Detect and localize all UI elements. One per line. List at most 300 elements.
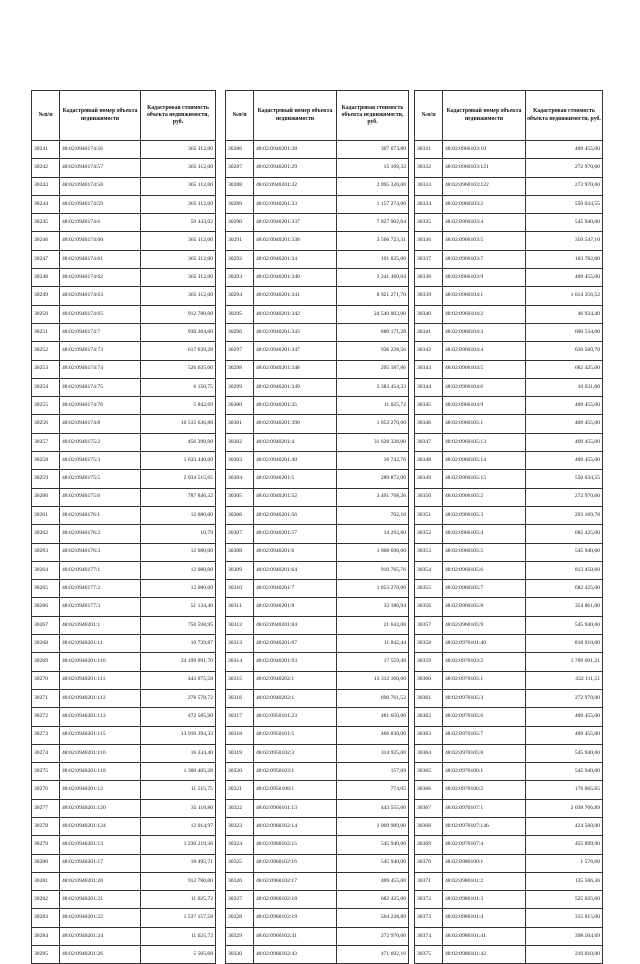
cadastral-number: 48:02:0940202:1 (254, 671, 337, 689)
table-row (226, 360, 409, 378)
cadastral-value: 278 578,72 (141, 689, 216, 707)
row-number: 30358 (415, 635, 443, 653)
table-row (415, 817, 603, 835)
cadastral-value: 525 025,00 (526, 891, 603, 909)
cadastral-value: 272 970,00 (526, 488, 603, 506)
cadastral-number: 48:02:0940201:87 (254, 635, 337, 653)
row-number: 30259 (32, 470, 60, 488)
cadastral-number: 48:02:0940201:340 (254, 269, 337, 287)
row-number: 30302 (226, 433, 254, 451)
table-row (415, 470, 603, 488)
table-row (415, 763, 603, 781)
table-row (32, 305, 216, 323)
row-number: 30335 (415, 214, 443, 232)
row-number: 30312 (226, 616, 254, 634)
cadastral-number: 48:02:0960104:3 (443, 323, 526, 341)
row-number: 30355 (415, 580, 443, 598)
cadastral-number: 48:02:0980101:42 (443, 946, 526, 964)
row-number: 30310 (226, 580, 254, 598)
cadastral-number: 48:02:0960105:3 (443, 506, 526, 524)
cadastral-number: 48:02:0940174:73 (60, 342, 141, 360)
col-header-cadastral-value: Кадастровая стоимость объекта недвижимости, руб. (526, 91, 603, 141)
cadastral-number: 48:02:0940174:59 (60, 195, 141, 213)
table-row (226, 232, 409, 250)
table-row (226, 323, 409, 341)
row-number: 30369 (415, 836, 443, 854)
table-row (32, 744, 216, 762)
cadastral-value: 51 134,40 (141, 598, 216, 616)
cadastral-number: 48:02:0950102:3 (254, 744, 337, 762)
row-number: 30258 (32, 452, 60, 470)
row-number: 30281 (32, 872, 60, 890)
cadastral-number: 48:02:0940201:32 (254, 177, 337, 195)
table-row (226, 214, 409, 232)
row-number: 30245 (32, 214, 60, 232)
cadastral-number: 48:02:0960102:15 (254, 836, 337, 854)
table-row (415, 616, 603, 634)
cadastral-value: 307 673,80 (337, 141, 409, 159)
cadastral-number: 48:02:0940175:3 (60, 452, 141, 470)
cadastral-number: 48:02:0960103:4 (443, 214, 526, 232)
col-header-cadastral-value: Кадастровая стоимость объекта недвижимости, руб. (141, 91, 216, 141)
cadastral-value: 682 425,00 (526, 525, 603, 543)
cadastral-value: 350 547,10 (526, 232, 603, 250)
cadastral-number: 48:02:0940174:75 (60, 378, 141, 396)
table-row (226, 909, 409, 927)
table-row (32, 927, 216, 945)
cadastral-number: 48:02:0940177:3 (60, 598, 141, 616)
table-row (226, 470, 409, 488)
table-row (226, 195, 409, 213)
cadastral-value: 545 940,00 (526, 543, 603, 561)
cadastral-number: 48:02:0940201:347 (254, 342, 337, 360)
table-row (415, 708, 603, 726)
cadastral-value: 272 970,00 (337, 927, 409, 945)
cadastral-number: 48:02:0940201:93 (254, 653, 337, 671)
row-number: 30286 (226, 141, 254, 159)
row-number: 30326 (226, 872, 254, 890)
row-number: 30267 (32, 616, 60, 634)
cadastral-number: 48:02:0950108:1 (254, 781, 337, 799)
cadastral-value: 289 872,00 (337, 470, 409, 488)
cadastral-number: 48:02:0970105:1 (443, 671, 526, 689)
table-row (32, 214, 216, 232)
row-number: 30362 (415, 708, 443, 726)
row-number: 30255 (32, 397, 60, 415)
row-number: 30285 (32, 946, 60, 964)
row-number: 30249 (32, 287, 60, 305)
cadastral-number: 48:02:0960104:4 (443, 342, 526, 360)
table-row (226, 378, 409, 396)
table-row (415, 305, 603, 323)
cadastral-number: 48:02:0940201:84 (254, 616, 337, 634)
cadastral-value: 10 031,00 (526, 378, 603, 396)
cadastral-number: 48:02:0960105:15 (443, 470, 526, 488)
cadastral-number: 48:02:0960103:10 (443, 141, 526, 159)
table-row (32, 232, 216, 250)
table-row (415, 269, 603, 287)
row-number: 30316 (226, 689, 254, 707)
table-row (226, 708, 409, 726)
cadastral-number: 48:02:0960103:121 (443, 159, 526, 177)
cadastral-value: 526 635,00 (141, 360, 216, 378)
cadastral-value: 365 112,00 (141, 287, 216, 305)
cadastral-number: 48:02:0960102:18 (254, 891, 337, 909)
cadastral-number: 48:02:0940201:112 (60, 689, 141, 707)
row-number: 30248 (32, 269, 60, 287)
table-row (32, 781, 216, 799)
cadastral-value: 1 576,60 (526, 854, 603, 872)
cadastral-number: 48:02:0940201:348 (254, 360, 337, 378)
row-number: 30311 (226, 598, 254, 616)
cadastral-number: 48:02:0950103:1 (254, 763, 337, 781)
table-row (415, 781, 603, 799)
row-number: 30352 (415, 525, 443, 543)
cadastral-value: 545 940,00 (526, 763, 603, 781)
table-row (32, 836, 216, 854)
row-number: 30372 (415, 891, 443, 909)
table-row (226, 287, 409, 305)
table-row (415, 635, 603, 653)
cadastral-value: 2 095 320,00 (337, 177, 409, 195)
cadastral-number: 48:02:0940201:34 (254, 250, 337, 268)
cadastral-value: 472 585,90 (141, 708, 216, 726)
cadastral-value: 59 443,02 (141, 214, 216, 232)
cadastral-number: 48:02:0940175:5 (60, 470, 141, 488)
table-row (226, 763, 409, 781)
cadastral-value: 545 940,00 (526, 744, 603, 762)
table-row (32, 689, 216, 707)
row-number: 30282 (32, 891, 60, 909)
table-row (415, 195, 603, 213)
cadastral-value: 14 292,60 (337, 525, 409, 543)
cadastral-value: 365 112,00 (141, 195, 216, 213)
table-row (226, 250, 409, 268)
cadastral-value: 32 180,94 (337, 598, 409, 616)
cadastral-number: 48:02:0940201:64 (254, 561, 337, 579)
cadastral-number: 48:02:0940201:113 (60, 708, 141, 726)
row-number: 30268 (32, 635, 60, 653)
table-row (32, 854, 216, 872)
cadastral-value: 3 566 723,31 (337, 232, 409, 250)
cadastral-value: 365 112,00 (141, 159, 216, 177)
row-number: 30329 (226, 927, 254, 945)
cadastral-number: 48:02:0960104:9 (443, 397, 526, 415)
cadastral-value: 272 970,00 (526, 689, 603, 707)
row-number: 30301 (226, 415, 254, 433)
cadastral-number: 48:02:0970105:8 (443, 744, 526, 762)
row-number: 30297 (226, 342, 254, 360)
cadastral-number: 48:02:0960105:1 (443, 415, 526, 433)
table-row (32, 195, 216, 213)
cadastral-number: 48:02:0940201:57 (254, 525, 337, 543)
cadastral-value: 432 111,51 (526, 671, 603, 689)
table-row (32, 177, 216, 195)
row-number: 30288 (226, 177, 254, 195)
cadastral-number: 48:02:0940174:7 (60, 323, 141, 341)
cadastral-number: 48:02:0970107:146 (443, 817, 526, 835)
row-number: 30331 (415, 141, 443, 159)
cadastral-number: 48:02:0940175:2 (60, 433, 141, 451)
table-row (32, 653, 216, 671)
cadastral-value: 157,69 (337, 763, 409, 781)
row-number: 30295 (226, 305, 254, 323)
cadastral-number: 48:02:0950101:23 (254, 708, 337, 726)
row-number: 30345 (415, 397, 443, 415)
table-row (415, 671, 603, 689)
row-number: 30260 (32, 488, 60, 506)
cadastral-number: 48:02:0960103:9 (443, 269, 526, 287)
cadastral-value: 682 425,00 (337, 891, 409, 909)
cadastral-number: 48:02:0970101:40 (443, 635, 526, 653)
cadastral-number: 48:02:0940201:35 (254, 397, 337, 415)
cadastral-number: 48:02:0960105:13 (443, 433, 526, 451)
cadastral-value: 690 761,52 (337, 689, 409, 707)
cadastral-value: 409 455,00 (526, 269, 603, 287)
row-number: 30347 (415, 433, 443, 451)
cadastral-number: 48:02:0960105:5 (443, 543, 526, 561)
table-row (32, 598, 216, 616)
table-row (32, 817, 216, 835)
row-number: 30276 (32, 781, 60, 799)
cadastral-value: 16 334,40 (141, 744, 216, 762)
cadastral-value: 5 505,68 (141, 946, 216, 964)
row-number: 30342 (415, 342, 443, 360)
cadastral-value: 471 692,16 (337, 946, 409, 964)
cadastral-number: 48:02:0970105:7 (443, 726, 526, 744)
row-number: 30287 (226, 159, 254, 177)
table-row (32, 342, 216, 360)
cadastral-value: 545 940,00 (337, 836, 409, 854)
row-number: 30298 (226, 360, 254, 378)
cadastral-value: 936 228,56 (337, 342, 409, 360)
cadastre-table-2 (225, 90, 409, 964)
table-row (226, 671, 409, 689)
cadastral-number: 48:02:0940177:2 (60, 580, 141, 598)
table-row (226, 561, 409, 579)
table-row (415, 214, 603, 232)
row-number: 30318 (226, 726, 254, 744)
cadastral-number: 48:02:0970106:2 (443, 781, 526, 799)
cadastral-value: 24 540 003,00 (337, 305, 409, 323)
cadastral-number: 48:02:0940174:65 (60, 305, 141, 323)
table-row (415, 506, 603, 524)
cadastral-value: 550 034,55 (526, 195, 603, 213)
table-row (32, 323, 216, 341)
row-number: 30322 (226, 799, 254, 817)
cadastral-number: 48:02:0980101:3 (443, 891, 526, 909)
cadastral-value: 443 075,58 (141, 671, 216, 689)
table-row (415, 598, 603, 616)
cadastral-number: 48:02:0940174:76 (60, 397, 141, 415)
cadastral-value: 912 780,00 (141, 305, 216, 323)
cadastral-value: 630 560,70 (526, 342, 603, 360)
table-row (226, 488, 409, 506)
cadastral-value: 6 150,75 (141, 378, 216, 396)
cadastral-number: 48:02:0960103:2 (443, 195, 526, 213)
row-number: 30373 (415, 909, 443, 927)
cadastral-value: 1 230 219,36 (141, 836, 216, 854)
table-row (32, 415, 216, 433)
table-row (226, 506, 409, 524)
table-row (32, 708, 216, 726)
cadastral-number: 48:02:0940201:33 (254, 195, 337, 213)
cadastral-number: 48:02:0940201:120 (60, 799, 141, 817)
row-number: 30350 (415, 488, 443, 506)
cadastral-value: 272 970,00 (526, 159, 603, 177)
row-number: 30247 (32, 250, 60, 268)
row-number: 30263 (32, 543, 60, 561)
cadastral-number: 48:02:0980101:4 (443, 909, 526, 927)
cadastral-value: 10 739,87 (141, 635, 216, 653)
cadastral-number: 48:02:0980101:41 (443, 927, 526, 945)
cadastral-number: 48:02:0940174:61 (60, 250, 141, 268)
row-number: 30261 (32, 506, 60, 524)
cadastral-number: 48:02:0940174:62 (60, 269, 141, 287)
cadastral-number: 48:02:0940174:74 (60, 360, 141, 378)
table-row (226, 726, 409, 744)
row-number: 30336 (415, 232, 443, 250)
cadastral-number: 48:02:0940201:118 (60, 763, 141, 781)
row-number: 30344 (415, 378, 443, 396)
cadastral-value: 135 586,36 (526, 872, 603, 890)
cadastral-number: 48:02:0960102:16 (254, 854, 337, 872)
cadastral-number: 48:02:0940201:29 (254, 159, 337, 177)
row-number: 30334 (415, 195, 443, 213)
table-row (415, 342, 603, 360)
table-row (226, 817, 409, 835)
row-number: 30277 (32, 799, 60, 817)
table-row (32, 616, 216, 634)
cadastral-value: 409 455,00 (526, 452, 603, 470)
row-number: 30349 (415, 470, 443, 488)
row-number: 30274 (32, 744, 60, 762)
table-row (415, 744, 603, 762)
cadastral-number: 48:02:0940201:21 (60, 891, 141, 909)
row-number: 30296 (226, 323, 254, 341)
table-row (226, 781, 409, 799)
row-number: 30348 (415, 452, 443, 470)
cadastral-number: 48:02:0940201:8 (254, 598, 337, 616)
table-row (32, 872, 216, 890)
cadastral-number: 48:02:0960105:7 (443, 580, 526, 598)
cadastral-number: 48:02:0940201:124 (60, 817, 141, 835)
table-row (415, 799, 603, 817)
cadastral-number: 48:02:0940201:17 (60, 854, 141, 872)
row-number: 30299 (226, 378, 254, 396)
row-number: 30359 (415, 653, 443, 671)
cadastral-number: 48:02:0960105:2 (443, 488, 526, 506)
cadastral-value: 3 491 768,26 (337, 488, 409, 506)
cadastral-value: 176 065,65 (526, 781, 603, 799)
cadastral-number: 48:02:0940201:116 (60, 744, 141, 762)
table-row (226, 854, 409, 872)
table-row (226, 543, 409, 561)
cadastral-value: 1 157 274,00 (337, 195, 409, 213)
cadastral-number: 48:02:0960104:2 (443, 305, 526, 323)
row-number: 30375 (415, 946, 443, 964)
row-number: 30357 (415, 616, 443, 634)
table-row (415, 927, 603, 945)
table-row (32, 506, 216, 524)
table-row (415, 378, 603, 396)
row-number: 30256 (32, 415, 60, 433)
cadastral-number: 48:02:0940174:58 (60, 177, 141, 195)
table-row (415, 177, 603, 195)
header-row (415, 91, 603, 141)
header-row (226, 91, 409, 141)
row-number: 30252 (32, 342, 60, 360)
row-number: 30243 (32, 177, 60, 195)
cadastral-number: 48:02:0940201:52 (254, 488, 337, 506)
table-row (415, 580, 603, 598)
row-number: 30325 (226, 854, 254, 872)
row-number: 30271 (32, 689, 60, 707)
table-row (226, 872, 409, 890)
table-row (226, 269, 409, 287)
row-number: 30265 (32, 580, 60, 598)
cadastral-number: 48:02:0940201:20 (60, 872, 141, 890)
cadastral-value: 466 830,00 (337, 726, 409, 744)
table-row (226, 836, 409, 854)
cadastral-number: 48:02:0970103:2 (443, 653, 526, 671)
cadastral-value: 365 112,00 (141, 177, 216, 195)
cadastral-value: 2 038 766,89 (526, 799, 603, 817)
table-row (415, 946, 603, 964)
cadastral-number: 48:02:0960104:1 (443, 287, 526, 305)
cadastral-value: 315 015,00 (526, 909, 603, 927)
cadastral-value: 13 910 394,33 (141, 726, 216, 744)
table-row (32, 799, 216, 817)
cadastral-value: 938 364,60 (141, 323, 216, 341)
table-row (226, 159, 409, 177)
cadastral-value: 11 515,75 (141, 781, 216, 799)
cadastral-number: 48:02:0940175:6 (60, 488, 141, 506)
col-header-number: №п/п (415, 91, 443, 141)
table-row (415, 287, 603, 305)
table-row (226, 433, 409, 451)
cadastral-number: 48:02:0940201:24 (60, 927, 141, 945)
row-number: 30340 (415, 305, 443, 323)
cadastral-value: 13 312 160,00 (337, 671, 409, 689)
row-number: 30320 (226, 763, 254, 781)
row-number: 30270 (32, 671, 60, 689)
row-number: 30370 (415, 854, 443, 872)
cadastral-value: 16 742,76 (337, 452, 409, 470)
row-number: 30307 (226, 525, 254, 543)
cadastral-value: 12 014,97 (141, 817, 216, 835)
cadastral-value: 18 495,71 (141, 854, 216, 872)
row-number: 30273 (32, 726, 60, 744)
cadastral-value: 1 008 690,00 (337, 543, 409, 561)
cadastral-value: 818 910,00 (526, 635, 603, 653)
cadastral-value: 409 455,00 (526, 433, 603, 451)
cadastral-value: 3 383 454,33 (337, 378, 409, 396)
table-row (415, 872, 603, 890)
cadastral-number: 48:02:0960105:6 (443, 561, 526, 579)
table-row (415, 854, 603, 872)
cadastral-value: 11 025,72 (141, 891, 216, 909)
cadastral-value: 455 899,90 (526, 836, 603, 854)
table-row (415, 836, 603, 854)
cadastral-value: 7 827 902,64 (337, 214, 409, 232)
cadastral-number: 48:02:0960101:13 (254, 799, 337, 817)
cadastral-value: 1 009 989,00 (337, 817, 409, 835)
row-number: 30266 (32, 598, 60, 616)
cadastral-value: 272 970,00 (526, 177, 603, 195)
table-row (415, 415, 603, 433)
table-row (226, 891, 409, 909)
